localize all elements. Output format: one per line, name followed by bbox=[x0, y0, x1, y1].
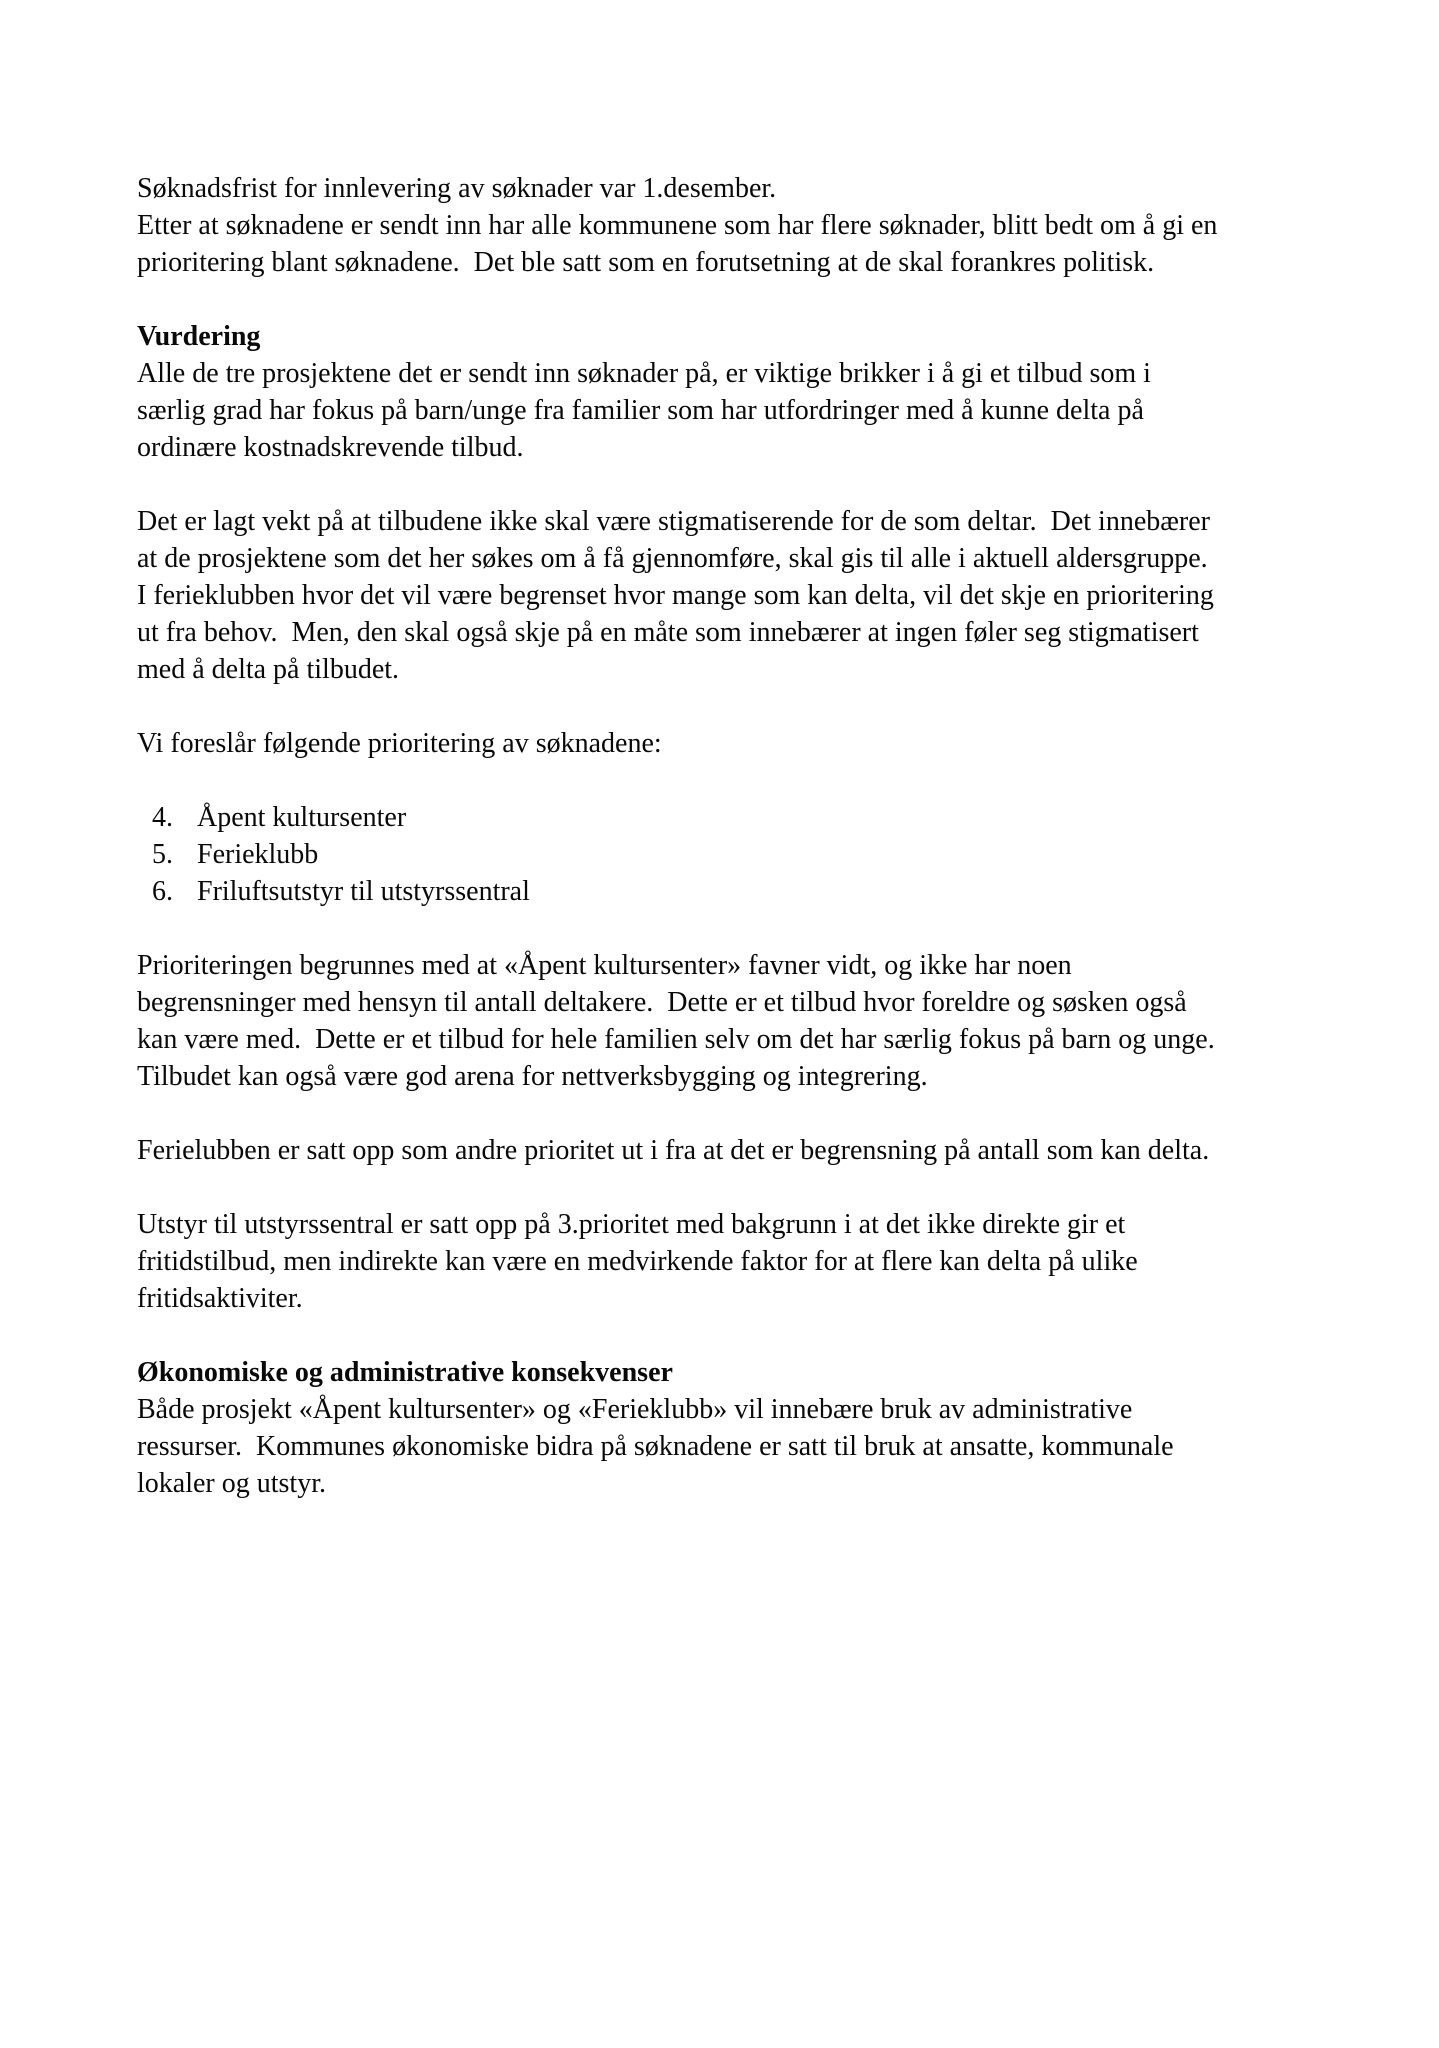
paragraph-line: ordinære kostnadskrevende tilbud. bbox=[137, 432, 524, 463]
list-item-label: Åpent kultursenter bbox=[197, 802, 407, 833]
list-item bbox=[137, 873, 1257, 910]
document-content bbox=[137, 170, 1257, 1539]
paragraph-line: særlig grad har fokus på barn/unge fra familier som har utfordringer med å kunne delta på bbox=[137, 395, 1144, 426]
paragraph-line: Ferielubben er satt opp som andre prioritet ut i fra at det er begrensning på antall som kan delta. bbox=[137, 1135, 1210, 1166]
paragraph-line: I ferieklubben hvor det vil være begrenset hvor mange som kan delta, vil det skje en prioritering bbox=[137, 580, 1214, 611]
list-item-number: 4. bbox=[152, 802, 173, 833]
paragraph-line: lokaler og utstyr. bbox=[137, 1468, 326, 1499]
paragraph bbox=[137, 1391, 1257, 1502]
paragraph bbox=[137, 1132, 1257, 1169]
paragraph-line: ut fra behov. Men, den skal også skje på en måte som innebærer at ingen føler seg stigmatisert bbox=[137, 617, 1199, 648]
paragraph-line: fritidstilbud, men indirekte kan være en medvirkende faktor for at flere kan delta på ulike bbox=[137, 1246, 1138, 1277]
paragraph-line: kan være med. Dette er et tilbud for hele familien selv om det har særlig fokus på barn og unge. bbox=[137, 1024, 1215, 1055]
paragraph bbox=[137, 1206, 1257, 1317]
list-item bbox=[137, 836, 1257, 873]
paragraph-line: Alle de tre prosjektene det er sendt inn søknader på, er viktige brikker i å gi et tilbud som i bbox=[137, 358, 1151, 389]
paragraph-line: Etter at søknadene er sendt inn har alle kommunene som har flere søknader, blitt bedt om å gi en bbox=[137, 210, 1218, 241]
paragraph bbox=[137, 170, 1257, 281]
paragraph-line: Søknadsfrist for innlevering av søknader var 1.desember. bbox=[137, 173, 777, 204]
section-heading-text: Vurdering bbox=[137, 321, 261, 352]
list-item-number: 6. bbox=[152, 876, 173, 907]
paragraph-line: Tilbudet kan også være god arena for nettverksbygging og integrering. bbox=[137, 1061, 928, 1092]
list-item-label: Ferieklubb bbox=[197, 839, 319, 870]
paragraph-line: Både prosjekt «Åpent kultursenter» og «Ferieklubb» vil innebære bruk av administrative bbox=[137, 1394, 1133, 1425]
list-item bbox=[137, 799, 1257, 836]
paragraph-line: Prioriteringen begrunnes med at «Åpent kultursenter» favner vidt, og ikke har noen bbox=[137, 950, 1072, 981]
paragraph-line: Vi foreslår følgende prioritering av søknadene: bbox=[137, 728, 662, 759]
list-item-number: 5. bbox=[152, 839, 173, 870]
paragraph-line: at de prosjektene som det her søkes om å få gjennomføre, skal gis til alle i aktuell aldersgruppe. bbox=[137, 543, 1208, 574]
paragraph bbox=[137, 503, 1257, 688]
section-heading-okonomiske bbox=[137, 1354, 1257, 1391]
paragraph-line: ressurser. Kommunes økonomiske bidra på søknadene er satt til bruk at ansatte, kommunale bbox=[137, 1431, 1174, 1462]
paragraph-line: prioritering blant søknadene. Det ble satt som en forutsetning at de skal forankres politisk. bbox=[137, 247, 1155, 278]
paragraph-line: med å delta på tilbudet. bbox=[137, 654, 400, 685]
priority-list bbox=[137, 799, 1257, 910]
paragraph-line: fritidsaktiviter. bbox=[137, 1283, 303, 1314]
paragraph bbox=[137, 355, 1257, 466]
section-heading-text: Økonomiske og administrative konsekvenser bbox=[137, 1357, 673, 1388]
paragraph-line: Det er lagt vekt på at tilbudene ikke skal være stigmatiserende for de som deltar. Det innebærer bbox=[137, 506, 1210, 537]
paragraph bbox=[137, 947, 1257, 1095]
list-item-label: Friluftsutstyr til utstyrssentral bbox=[197, 876, 530, 907]
section-heading-vurdering bbox=[137, 318, 1257, 355]
paragraph-line: begrensninger med hensyn til antall deltakere. Dette er et tilbud hvor foreldre og søsken også bbox=[137, 987, 1187, 1018]
paragraph bbox=[137, 725, 1257, 762]
paragraph-line: Utstyr til utstyrssentral er satt opp på 3.prioritet med bakgrunn i at det ikke direkte gir et bbox=[137, 1209, 1126, 1240]
